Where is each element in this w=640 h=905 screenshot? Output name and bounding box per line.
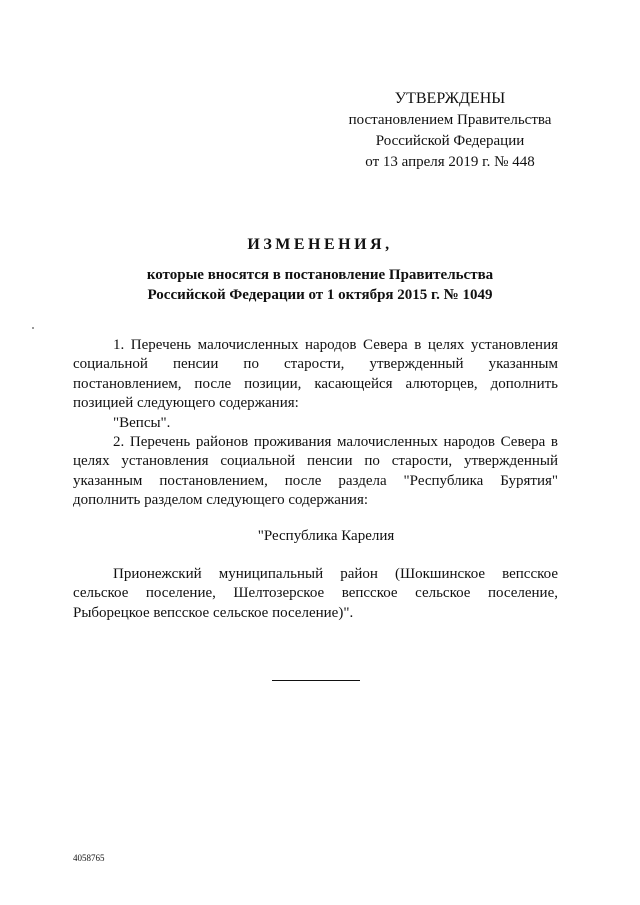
final-line-3: Рыборецкое вепсское сельское поселение)". [73, 604, 354, 621]
approval-block [340, 88, 560, 173]
document-body [73, 336, 558, 511]
section-heading: "Республика Карелия [257, 528, 395, 544]
item1-line-4: позицией следующего содержания: [73, 395, 299, 412]
final-line-2: сельское поселение, Шелтозерское вепсское сельское поселение, [73, 585, 558, 602]
item1-line-3: постановлением, после позиции, касающейся алюторцев, дополнить [73, 375, 558, 392]
approval-line-1: постановлением Правительства [348, 112, 552, 128]
item1-line-1: 1. Перечень малочисленных народов Севера в целях установления [113, 337, 558, 353]
document-subtitle [0, 265, 640, 305]
item2-line-1: 2. Перечень районов проживания малочисленных народов Севера в [113, 434, 558, 451]
item1-line-5: "Вепсы". [113, 414, 171, 431]
section-content [73, 565, 558, 623]
final-line-1: Прионежский муниципальный район (Шокшинское вепсское [113, 566, 558, 582]
document-title: ИЗМЕНЕНИЯ, [247, 236, 393, 253]
approval-heading: УТВЕРЖДЕНЫ [394, 90, 506, 107]
item1-line-2: социальной пенсии по старости, утвержденный указанным [73, 356, 558, 373]
item2-line-2: целях установления социальной пенсии по старости, утвержденный [73, 453, 558, 470]
subtitle-line-1: которые вносятся в постановление Правительства [146, 267, 494, 283]
footer-code: 4058765 [73, 853, 105, 863]
approval-line-2: Российской Федерации [375, 133, 525, 149]
item2-line-3: указанным постановлением, после раздела "Республика Бурятия" [73, 472, 558, 489]
item2-line-4: дополнить разделом следующего содержания: [73, 492, 369, 509]
approval-line-3: от 13 апреля 2019 г. № 448 [365, 154, 535, 170]
scan-speck [32, 327, 34, 329]
closing-rule [272, 680, 360, 681]
subtitle-line-2: Российской Федерации от 1 октября 2015 г. № 1049 [147, 287, 493, 303]
